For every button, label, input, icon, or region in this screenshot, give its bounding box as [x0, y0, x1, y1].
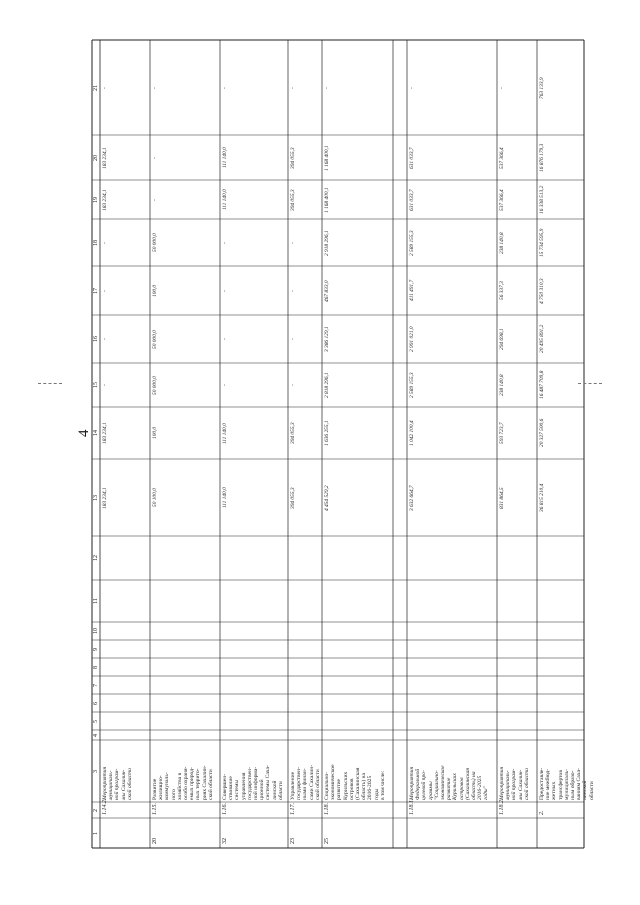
cell-col-19: 1 168 400,1 [324, 186, 330, 213]
row-label: Мероприятия муниципаль- ной програм- мы Сахалин- ской области [102, 766, 133, 800]
cell-col-18: 238 140,8 [499, 231, 505, 254]
fold-line-left [38, 383, 62, 384]
column-number-14: 14 [93, 430, 99, 436]
cell-col-14: 100,0 [152, 426, 158, 439]
row-code: 2. [539, 810, 545, 815]
cell-col-17: 100,0 [152, 284, 158, 297]
cell-col-19: 631 033,7 [409, 188, 415, 211]
cell-col-13: 394 055,3 [290, 486, 296, 509]
cell-col-17: - [290, 289, 296, 292]
cell-col-15: 50 000,0 [152, 375, 158, 395]
cell-col-16: 2 991 021,0 [409, 326, 415, 352]
cell-col-18: 50 000,0 [152, 233, 158, 252]
row-label: Мероприятия Федеральной целевой про- граммы "Социально- экономическое развитие Курильских островов (Сахалинская область) на 2016-2025 годы" [409, 765, 490, 800]
cell-col-17: 411 491,7 [409, 279, 415, 301]
cell-col-15: - [102, 384, 108, 386]
cell-col-19: 16 338 513,2 [539, 185, 545, 214]
row-code: 1.14.2. [102, 798, 108, 815]
cell-col-13: 831 864,5 [499, 486, 505, 509]
cell-col-21: 763 133,9 [539, 76, 545, 99]
row-label: Предоставле- ние межбюд- жетных трансфертов муниципаль- ным образо- ваниям Саха- линской области [539, 767, 595, 800]
cell-col-21: - [409, 86, 415, 89]
cell-col-15: 16 487 709,8 [539, 370, 545, 399]
cell-col-13: 50 100,0 [152, 488, 158, 507]
column-number-10: 10 [93, 628, 99, 634]
cell-col-13: 36 815 210,4 [539, 483, 545, 512]
row-number: 23 [290, 838, 296, 844]
cell-col-19: - [152, 198, 158, 201]
cell-col-16: 294 698,1 [499, 328, 505, 350]
row-code: 1.18.2. [499, 798, 505, 815]
cell-col-21: - [152, 86, 158, 89]
cell-col-19: 394 055,3 [290, 188, 296, 211]
cell-col-19: 537 366,4 [499, 188, 505, 211]
cell-col-17: 56 337,3 [499, 281, 505, 300]
column-number-17: 17 [93, 287, 99, 294]
cell-col-21: - [499, 86, 505, 89]
row-code: 1.16. [222, 803, 228, 815]
cell-col-16: 3 386 129,1 [324, 326, 330, 352]
cell-col-19: 111 140,0 [222, 189, 228, 210]
cell-col-15: 238 140,8 [499, 374, 505, 396]
column-number-19: 19 [93, 196, 99, 203]
row-label: Управление государствен- ными финан- сами Сахалин- ской области [290, 764, 321, 800]
cell-col-16: - [102, 338, 108, 340]
cell-col-20: - [152, 156, 158, 159]
page-number: 4 [76, 429, 92, 437]
cell-col-20: 183 234,1 [102, 146, 108, 169]
row-number: 25 [324, 838, 330, 844]
row-label: Мероприятия муниципаль- ной програм- мы Сахалин- ской области [499, 766, 530, 800]
cell-col-18: 2 589 155,3 [409, 229, 415, 256]
cell-col-17: 4 750 310,3 [539, 277, 545, 304]
column-number-2: 2 [93, 808, 99, 812]
row-label: Совершен- ствование системы управления государствен- ной информа- ционной системы Саха- линской области [222, 765, 284, 800]
cell-col-21: - [324, 86, 330, 89]
column-number-3: 3 [93, 769, 99, 773]
cell-col-14: 111 140,0 [222, 422, 228, 444]
cell-col-21: - [222, 86, 228, 89]
cell-col-13: 111 140,0 [222, 487, 228, 508]
row-code: 1.18.1. [409, 798, 415, 815]
cell-col-20: 537 366,4 [499, 146, 505, 169]
cell-col-20: 16 876 179,3 [539, 143, 545, 172]
cell-col-14: 1 636 255,1 [324, 420, 330, 446]
column-number-1: 1 [93, 831, 99, 835]
cell-col-20: 111 140,0 [222, 147, 228, 168]
row-number: 20 [152, 838, 158, 844]
column-number-9: 9 [93, 647, 99, 651]
column-number-11: 11 [93, 598, 99, 604]
column-number-4: 4 [93, 733, 99, 737]
cell-col-15: 2 818 296,1 [324, 372, 330, 398]
column-number-16: 16 [93, 336, 99, 342]
column-number-15: 15 [93, 382, 99, 388]
cell-col-17: - [222, 289, 228, 292]
cell-col-13: 3 632 664,7 [409, 484, 415, 511]
column-number-6: 6 [93, 701, 99, 705]
cell-col-20: 631 033,7 [409, 146, 415, 169]
cell-col-17: 467 833,0 [324, 279, 330, 302]
cell-col-18: 2 918 296,1 [324, 229, 330, 256]
cell-col-19: 183 234,1 [102, 188, 108, 211]
row-code: 1.15. [152, 803, 158, 815]
cell-col-14: 394 055,3 [290, 422, 296, 444]
cell-col-20: 1 168 400,1 [324, 144, 330, 171]
row-number: 32 [222, 838, 228, 844]
column-number-8: 8 [93, 665, 99, 669]
cell-col-13: 4 454 529,2 [324, 484, 330, 511]
cell-col-15: - [222, 384, 228, 386]
row-code: 1.17. [290, 803, 296, 815]
cell-col-18: - [222, 241, 228, 244]
cell-col-18: - [102, 241, 108, 244]
cell-col-17: - [102, 289, 108, 292]
cell-col-14: 1 042 100,4 [409, 420, 415, 446]
column-number-21: 21 [93, 84, 99, 91]
cell-col-14: 593 723,7 [499, 422, 505, 444]
cell-col-20: 394 055,3 [290, 146, 296, 169]
row-label: Развитие жилищно- коммуналь- ного хозяйства в особо охраня- емых природ- ных террито- риях Сахалин- ской области [152, 765, 214, 800]
cell-col-14: 20 327 500,6 [539, 418, 545, 447]
column-number-20: 20 [93, 154, 99, 161]
cell-col-21: - [102, 86, 108, 89]
column-number-7: 7 [93, 683, 99, 687]
cell-col-15: 2 589 155,3 [409, 372, 415, 398]
column-number-18: 18 [93, 239, 99, 246]
cell-col-14: 183 234,1 [102, 422, 108, 444]
cell-col-18: 15 734 595,9 [539, 228, 545, 257]
row-code: 1.18. [324, 803, 330, 815]
cell-col-16: - [290, 338, 296, 340]
cell-col-18: - [290, 241, 296, 244]
cell-col-15: - [290, 384, 296, 386]
column-number-13: 13 [93, 494, 99, 501]
cell-col-13: 183 234,1 [102, 486, 108, 509]
cell-col-16: 20 495 891,2 [539, 324, 545, 353]
cell-col-16: 50 000,0 [152, 329, 158, 349]
cell-col-16: - [222, 338, 228, 340]
cell-col-21: - [290, 86, 296, 89]
column-number-5: 5 [93, 719, 99, 723]
column-number-12: 12 [93, 555, 99, 561]
row-label: Социально- экономическое развитие Курильских островов (Сахалинская область) на 2016-2025 годы в том числе: [324, 764, 386, 800]
fold-line-right [578, 383, 602, 384]
